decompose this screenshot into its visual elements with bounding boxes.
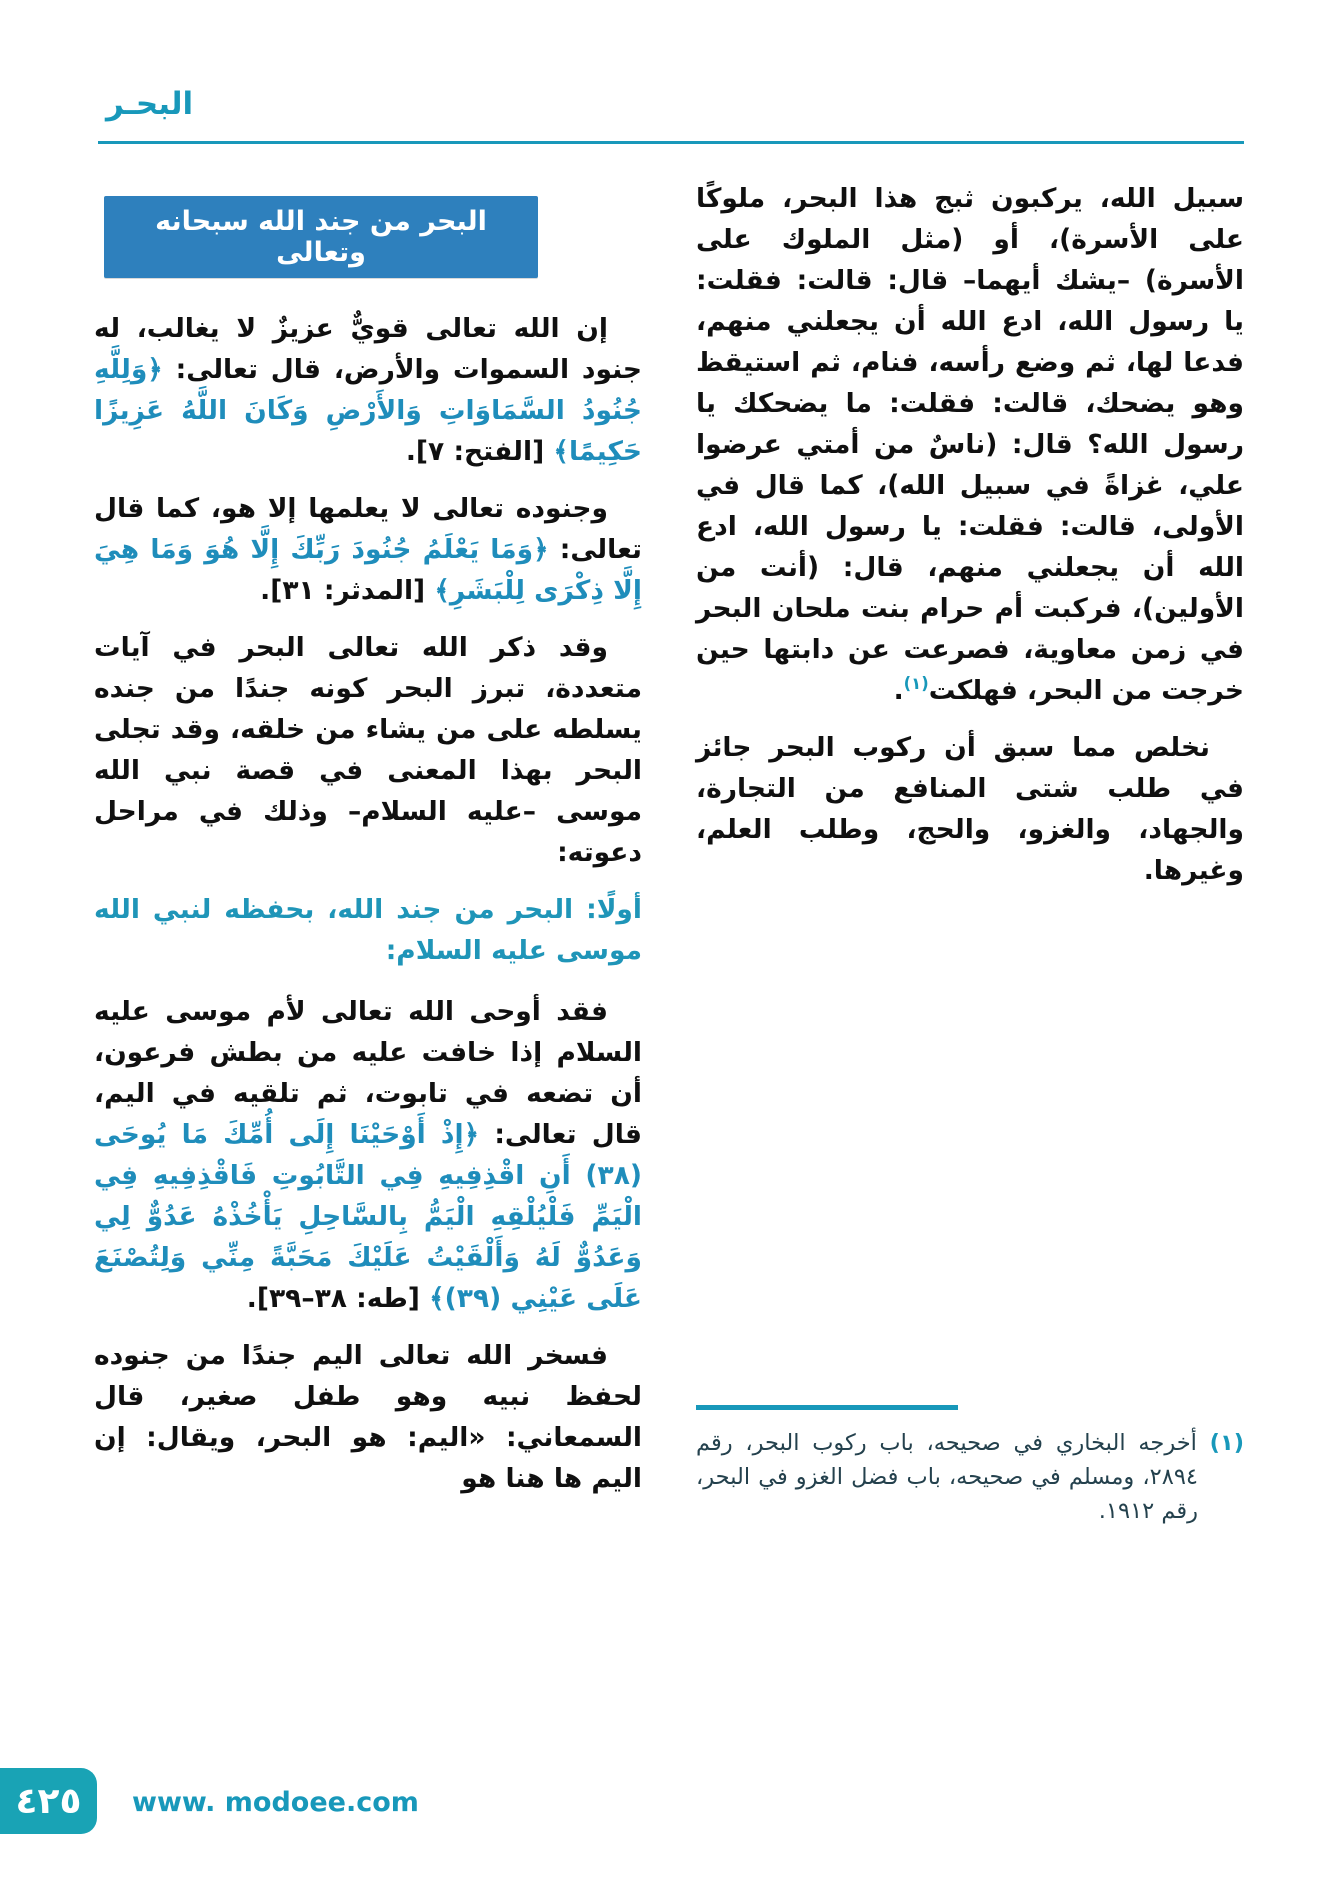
- summary-paragraph: نخلص مما سبق أن ركوب البحر جائز في طلب شتى المنافع من التجارة، والجهاد، والغزو، والحج، وطلب العلم، وغيرها.: [696, 732, 1244, 886]
- paragraph: فسخر الله تعالى اليم جندًا من جنوده لحفظ نبيه وهو طفل صغير، قال السمعاني: «اليم: هو البحر، ويقال: إن اليم ها هنا هو: [94, 1340, 642, 1494]
- content-columns: [94, 178, 1244, 1528]
- verse-reference: [المدثر: ٣١].: [260, 575, 435, 606]
- verse-reference: [طه: ٣٨–٣٩].: [246, 1283, 430, 1314]
- footnote-marker: (١): [903, 674, 929, 694]
- body-text: إن الله تعالى قويٌّ عزيزٌ لا يغالب، له جنود السموات والأرض، قال تعالى:: [94, 313, 642, 385]
- page-number: ٤٢٥: [15, 1780, 82, 1822]
- subsection-heading: أولًا: البحر من جند الله، بحفظه لنبي الله موسى عليه السلام:: [94, 894, 642, 966]
- section-title-box: البحر من جند الله سبحانه وتعالى: [104, 196, 538, 278]
- quran-verse: ﴿وَمَا يَعْلَمُ جُنُودَ رَبِّكَ إِلَّا هُوَ وَمَا هِيَ إِلَّا ذِكْرَى لِلْبَشَرِ﴾: [94, 534, 642, 606]
- page-number-badge: [0, 1768, 97, 1834]
- quran-verse: ﴿وَلِلَّهِ جُنُودُ السَّمَاوَاتِ وَالأَرْضِ وَكَانَ اللَّهُ عَزِيزًا حَكِيمًا﴾: [94, 354, 642, 467]
- footnote: [696, 1426, 1244, 1528]
- verse-reference: [الفتح: ٧].: [405, 436, 554, 467]
- footnote-divider: [696, 1405, 958, 1410]
- hadith-paragraph: [696, 178, 1244, 711]
- header-divider: [98, 141, 1244, 144]
- footnote-block: [696, 1405, 1244, 1528]
- right-column: [696, 178, 1244, 1528]
- left-column: [94, 178, 642, 1515]
- paragraph: [94, 991, 642, 1319]
- footnote-number: (١): [1209, 1430, 1244, 1456]
- paragraph: وقد ذكر الله تعالى البحر في آيات متعددة، تبرز البحر كونه جندًا من جنده يسلطه على من يشاء من خلقه، وقد تجلى البحر بهذا المعنى في قصة نبي الله موسى –عليه السلام– وذلك في مراحل دعوته:: [94, 632, 642, 868]
- body-text: وجنوده تعالى لا يعلمها إلا هو، كما قال تعالى:: [94, 493, 642, 565]
- sentence-end: .: [893, 675, 904, 706]
- chapter-running-head: البحـر: [106, 86, 194, 122]
- paragraph: [94, 488, 642, 611]
- hadith-text: سبيل الله، يركبون ثبج هذا البحر، ملوكًا على الأسرة)، أو (مثل الملوك على الأسرة) –يشك أيهما– قال: قالت: فقلت: يا رسول الله، ادع الله أن يجعلني منهم، فدعا لها، ثم وضع رأسه، فنام، ثم استيقظ وهو يضحك، قالت: فقلت: ما يضحكك يا رسول الله؟ قال: (ناسٌ من أمتي عرضوا علي، غزاةً في سبيل الله)، كما قال في الأولى، قالت: فقلت: يا رسول الله، ادع الله أن يجعلني منهم، قال: (أنت من الأولين)، فركبت أم حرام بنت ملحان البحر في زمن معاوية، فصرعت عن دابتها حين خرجت من البحر، فهلكت: [696, 183, 1244, 706]
- paragraph: [94, 308, 642, 472]
- body-text: فقد أوحى الله تعالى لأم موسى عليه السلام إذا خافت عليه من بطش فرعون، أن تضعه في تابوت، ثم تلقيه في اليم، قال تعالى:: [94, 996, 643, 1150]
- footnote-text: أخرجه البخاري في صحيحه، باب ركوب البحر، رقم ٢٨٩٤، ومسلم في صحيحه، باب فضل الغزو في البحر، رقم ١٩١٢.: [696, 1430, 1198, 1524]
- quran-verse: ﴿إِذْ أَوْحَيْنَا إِلَى أُمِّكَ مَا يُوحَى (٣٨) أَنِ اقْذِفِيهِ فِي التَّابُوتِ فَاقْذِفِيهِ فِي الْيَمِّ فَلْيُلْقِهِ الْيَمُّ بِالسَّاحِلِ يَأْخُذْهُ عَدُوٌّ لِي وَعَدُوٌّ لَهُ وَأَلْقَيْتُ عَلَيْكَ مَحَبَّةً مِنِّي وَلِتُصْنَعَ عَلَى عَيْنِي (٣٩)﴾: [94, 1119, 642, 1314]
- website-text: www. modoee.com: [132, 1787, 419, 1818]
